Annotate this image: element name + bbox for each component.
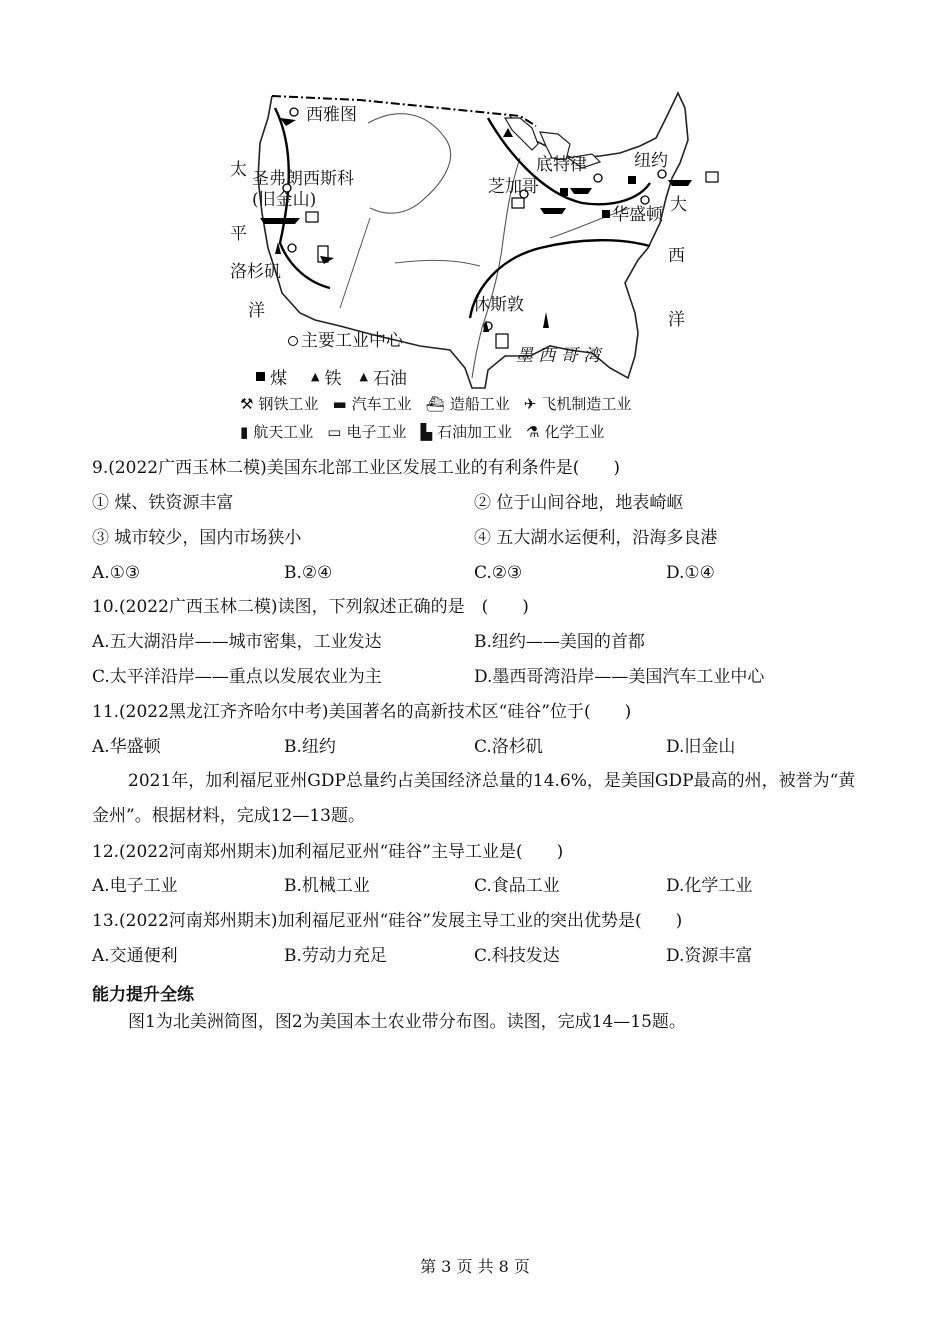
q11-option-b[interactable]: B.纽约 (284, 737, 336, 757)
legend-oil: 石油 (372, 369, 407, 389)
q12-stem: 12.(2022河南郑州期末)加利福尼亚州“硅谷”主导工业是( ) (92, 842, 564, 862)
q13-option-a[interactable]: A.交通便利 (92, 946, 178, 966)
q11-stem: 11.(2022黑龙江齐齐哈尔中考)美国著名的高新技术区“硅谷”位于( ) (92, 702, 632, 722)
q12-option-b[interactable]: B.机械工业 (284, 876, 370, 896)
us-industry-map (220, 88, 740, 450)
q13-stem: 13.(2022河南郑州期末)加利福尼亚州“硅谷”发展主导工业的突出优势是( ) (92, 911, 683, 931)
legend-coal: 煤 (270, 369, 287, 389)
q11-option-a[interactable]: A.华盛顿 (92, 737, 161, 757)
legend-electronics: 电子工业 (346, 423, 407, 441)
flask-icon: ⚗ (526, 422, 540, 441)
q9-option-a[interactable]: A.①③ (92, 563, 141, 583)
q11-option-d[interactable]: D.旧金山 (666, 737, 736, 757)
steel-icon: ⚒ (240, 394, 254, 413)
legend-iron: 铁 (324, 369, 342, 389)
pacific-label-2: 平 (230, 224, 247, 244)
q9-option-d[interactable]: D.①④ (666, 563, 715, 583)
q10-option-b[interactable]: B.纽约——美国的首都 (474, 632, 645, 652)
q9-item1: ① 煤、铁资源丰富 (92, 493, 234, 513)
oil-icon: ▲ (359, 370, 368, 383)
q10-option-d[interactable]: D.墨西哥湾沿岸——美国汽车工业中心 (474, 667, 765, 687)
legend-aerospace: 航天工业 (253, 423, 314, 441)
q9-item3: ③ 城市较少，国内市场狭小 (92, 528, 302, 548)
q9-stem: 9.(2022广西玉林二模)美国东北部工业区发展工业的有利条件是( ) (92, 458, 621, 478)
legend-auto: 汽车工业 (351, 395, 412, 413)
q13-option-d[interactable]: D.资源丰富 (666, 946, 753, 966)
gulf-of-mexico-label: 墨 西 哥 湾 (516, 346, 601, 366)
city-los-angeles: 洛杉矶 (230, 262, 281, 282)
computer-icon: ▭ (327, 422, 342, 441)
city-washington: 华盛顿 (612, 205, 663, 225)
q12-option-d[interactable]: D.化学工业 (666, 876, 753, 896)
q10-stem: 10.(2022广西玉林二模)读图，下列叙述正确的是 ( ) (92, 597, 529, 617)
intro-14-15: 图1为北美洲简图，图2为美国本土农业带分布图。读图，完成14—15题。 (128, 1012, 686, 1032)
q9-option-c[interactable]: C.②③ (474, 563, 523, 583)
legend-center-label: 主要工业中心 (301, 331, 403, 351)
legend-resources (256, 364, 421, 389)
q11-option-c[interactable]: C.洛杉矶 (474, 737, 543, 757)
circle-icon (288, 336, 298, 346)
legend-refining: 石油加工业 (437, 423, 513, 441)
city-detroit: 底特律 (536, 155, 587, 175)
q10-option-a[interactable]: A.五大湖沿岸——城市密集，工业发达 (92, 632, 382, 652)
legend-industries-row1 (240, 393, 645, 414)
q9-item4: ④ 五大湖水运便利，沿海多良港 (474, 528, 718, 548)
legend-aircraft: 飞机制造工业 (541, 395, 632, 413)
material-paragraph: 2021年，加利福尼亚州GDP总量约占美国经济总量的14.6%，是美国GDP最高的州，被誉为“黄金州”。根据材料，完成12—13题。 (92, 771, 856, 826)
coal-square-icon (256, 372, 265, 381)
legend-industries-row2 (240, 421, 619, 442)
q9-option-b[interactable]: B.②④ (284, 563, 333, 583)
legend-chemical: 化学工业 (544, 423, 605, 441)
q13-option-c[interactable]: C.科技发达 (474, 946, 560, 966)
atlantic-label-2: 西 (668, 246, 685, 266)
airplane-icon: ✈ (523, 394, 537, 413)
q9-item2: ② 位于山间谷地，地表崎岖 (474, 493, 684, 513)
pacific-label-1: 太 (230, 160, 247, 180)
q12-option-a[interactable]: A.电子工业 (92, 876, 178, 896)
q12-option-c[interactable]: C.食品工业 (474, 876, 560, 896)
iron-triangle-icon: ▲ (311, 370, 320, 383)
legend-ship: 造船工业 (449, 395, 510, 413)
legend-industrial-center (288, 331, 403, 351)
atlantic-label-3: 洋 (668, 310, 685, 330)
city-san-francisco-old-name: (旧金山) (252, 190, 317, 210)
city-houston: 休斯敦 (473, 295, 524, 315)
pacific-label-3: 洋 (248, 301, 265, 321)
refinery-icon: ▙ (420, 422, 433, 441)
city-seattle: 西雅图 (306, 105, 357, 125)
atlantic-label-1: 大 (670, 195, 687, 215)
city-chicago: 芝加哥 (488, 177, 539, 197)
q10-option-c[interactable]: C.太平洋沿岸——重点以发展农业为主 (92, 667, 382, 687)
car-icon: ▬ (332, 394, 347, 413)
section-title: 能力提升全练 (92, 985, 194, 1005)
rocket-icon: ▮ (240, 422, 249, 441)
page-footer: 第 3 页 共 8 页 (420, 1257, 530, 1276)
city-san-francisco: 圣弗朗西斯科 (252, 169, 354, 189)
q13-option-b[interactable]: B.劳动力充足 (284, 946, 387, 966)
ship-icon: ⛴ (425, 394, 445, 413)
city-new-york: 纽约 (634, 151, 668, 171)
legend-steel: 钢铁工业 (258, 395, 319, 413)
